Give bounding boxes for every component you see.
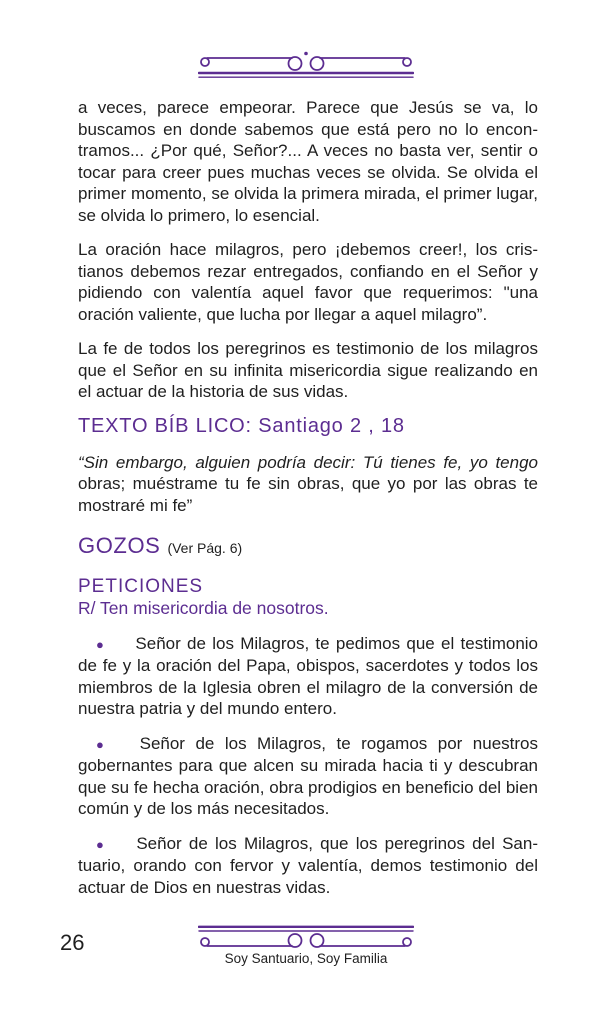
gozos-page-ref: (Ver Pág. 6) <box>167 540 243 556</box>
peticiones-heading: PETICIONES <box>78 576 204 597</box>
paragraph: La fe de todos los peregrinos es testimonio de los milagros que el Señor en su infinita misericordia sigue realizando en el actuar de la historia de sus vidas. <box>78 339 538 401</box>
petition-bullet-icon: ● <box>96 736 110 752</box>
petition-bullet-icon: ● <box>96 636 106 652</box>
petition-item <box>78 633 538 720</box>
footer-flourish-scroll-icon <box>198 924 414 941</box>
scripture-quote <box>78 452 538 517</box>
petition-bullet-icon: ● <box>96 836 107 852</box>
response-line: R/ Ten misericordia de nosotros. <box>78 598 329 618</box>
paragraph: La oración hace milagros, pero ¡debemos creer!, los cristianos debemos rezar entregados, confiando en el Señor y pidiendo con valentía aquel favor que requerimos: "una oración valiente, que lucha por llegar a aquel milagro”. <box>78 240 538 324</box>
petition-text: Señor de los Milagros, te rogamos por nuestros gobernantes para que alcen su mirada hacia ti y descubran que su fe hecha oración, obra prodigios en beneficio del bien común y de los más necesitados. <box>78 733 538 818</box>
paragraph: a veces, parece empeorar. Parece que Jesús se va, lo buscamos en donde sabemos que está pero no lo encontramos... ¿Por qué, Señor?... A veces no basta ver, sentir o tocar para creer pues muchas veces se olvida. Se olvida el primer momento, se olvida la primera mirada, el primer lugar, se olvida lo primero, lo esencial. <box>78 98 538 225</box>
footer-caption: Soy Santuario, Soy Familia <box>224 951 388 966</box>
page-footer <box>0 924 612 966</box>
peticiones-section <box>78 576 538 620</box>
scripture-quote-italic: “Sin embargo, alguien podría decir: Tú tienes fe, yo tengo <box>78 452 538 472</box>
scripture-quote-regular: obras; muéstrame tu fe sin obras, que yo por las obras te mostraré mi fe” <box>78 474 538 515</box>
petition-text: Señor de los Milagros, que los peregrinos del Santuario, orando con fervor y valentía, demos testimonio del actuar de Dios en nuestras vidas. <box>78 833 538 897</box>
gozos-heading <box>78 533 538 561</box>
top-flourish-ornament <box>0 50 612 80</box>
gozos-label: GOZOS <box>78 533 161 558</box>
bible-text-heading: TEXTO BÍB LICO: Santiago 2 , 18 <box>78 414 405 437</box>
petition-item <box>78 733 538 820</box>
petition-item <box>78 833 538 899</box>
page-content <box>78 97 538 898</box>
flourish-scroll-icon <box>198 50 414 67</box>
petition-text: Señor de los Milagros, te pedimos que el testimonio de fe y la oración del Papa, obispos, sacerdotes y todos los miembros de la Iglesia obren el milagro de la conversión de nuestra patria y del mundo entero. <box>78 633 539 718</box>
page-number: 26 <box>60 930 85 955</box>
